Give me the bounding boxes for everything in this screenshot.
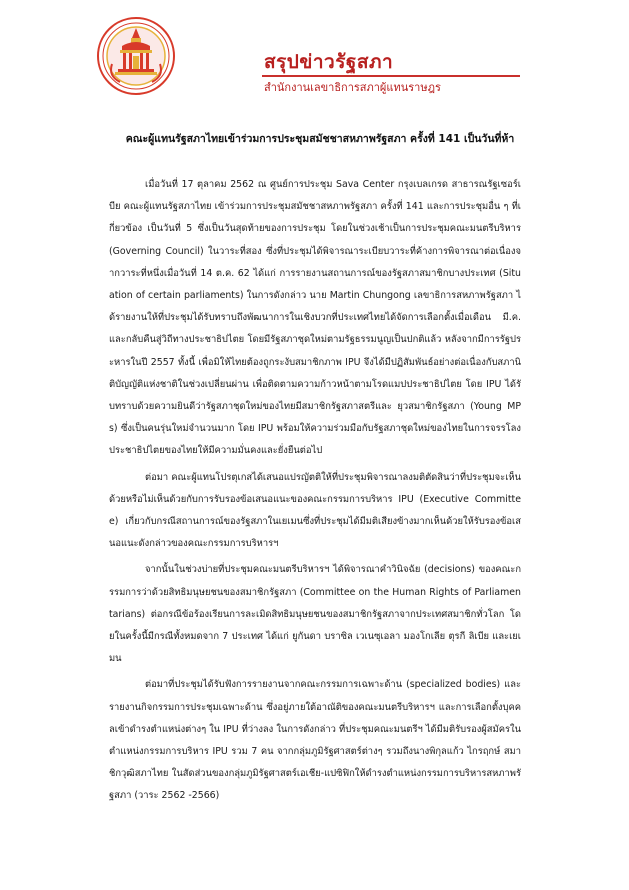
paragraph: เมื่อวันที่ 17 ตุลาคม 2562 ณ ศูนย์การประชุม Sava Center กรุงเบลเกรด สาธารณรัฐเซอร์เบีย คณะผู้แทนรัฐสภาไทย เข้าร่วมการประชุมสมัชชาสหภาพรัฐสภา ครั้งที่ 141 และการประชุมอื่น ๆ ที่เกี่ยวข้อง เป็นวันที่ 5 ซึ่งเป็นวันสุดท้ายของการประชุม โดยในช่วงเช้าเป็นการประชุมคณะมนตรีบริหาร (Governing Council) ในวาระที่สอง ซึ่งที่ประชุมได้พิจารณาระเบียบวาระที่ค้างการพิจารณาต่อเนื่องจากวาระที่หนึ่งเมื่อวันที่ 14 ต.ค. 62 ได้แก่ การรายงานสถานการณ์ของรัฐสภาสมาชิกบางประเทศ (Situation of certain parliaments) ในการดังกล่าว นาย Martin Chungong เลขาธิการสหภาพรัฐสภา ได้รายงานให้ที่ประชุมได้รับทราบถึงพัฒนาการในเชิงบวกที่ประเทศไทยได้จัดการเลือกตั้งเมื่อเดือน มี.ค. และกลับคืนสู่วิถีทางประชาธิปไตย โดยมีรัฐสภาชุดใหม่ตามรัฐธรรมนูญเป็นปกติแล้ว หลังจากมีการรัฐประหารในปี 2557 ทั้งนี้ เพื่อมิให้ไทยต้องถูกระงับสมาชิกภาพ IPU จึงได้มีปฏิสัมพันธ์อย่างต่อเนื่องกับสภานิติบัญญัติแห่งชาติในช่วงเปลี่ยนผ่าน เพื่อติดตามความก้าวหน้าตามโรดแมปประชาธิปไตย โดย IPU ได้รับทราบด้วยความยินดีว่ารัฐสภาชุดใหม่ของไทยมีสมาชิกรัฐสภาสตรีและ ยุวสมาชิกรัฐสภา (Young MPs) ซึ่งเป็นคนรุ่นใหม่จำนวนมาก โดย IPU พร้อมให้ความร่วมมือกับรัฐสภาชุดใหม่ของไทยในการจรรโลงประชาธิปไตยของไทยให้มีความมั่นคงและยั่งยืนต่อไป <box>109 179 521 457</box>
letterhead-title: สรุปข่าวรัฐสภา <box>264 51 394 73</box>
letterhead <box>96 14 536 98</box>
paragraph: ต่อมา คณะผู้แทนโปรตุเกสได้เสนอแปรญัตติให้ที่ประชุมพิจารณาลงมติตัดสินว่าที่ประชุมจะเห็นด้วยหรือไม่เห็นด้วยกับการรับรองข้อเสนอแนะของคณะกรรมการบริหาร IPU (Executive Committee) เกี่ยวกับกรณีสถานการณ์ของรัฐสภาในเยเมนซึ่งที่ประชุมได้มีมติเสียงข้างมากเห็นด้วยให้รับรองข้อเสนอแนะดังกล่าวของคณะกรรมการบริหารฯ <box>109 471 521 550</box>
paragraph: จากนั้นในช่วงบ่ายที่ประชุมคณะมนตรีบริหารฯ ได้พิจารณาคำวินิจฉัย (decisions) ของคณะกรรมการว่าด้วยสิทธิมนุษยชนของสมาชิกรัฐสภา (Committee on the Human Rights of Parliamentarians) ต่อกรณีข้อร้องเรียนการละเมิดสิทธิมนุษยชนของสมาชิกรัฐสภาจากประเทศสมาชิกทั่วโลก โดยในครั้งนี้มีกรณีทั้งหมดจาก 7 ประเทศ ได้แก่ ยูกันดา บราซิล เวเนซุเอลา มองโกเลีย ตุรกี ลิเบีย และเยเมน <box>109 564 521 665</box>
document-body <box>109 174 521 812</box>
document-title: คณะผู้แทนรัฐสภาไทยเข้าร่วมการประชุมสมัชชาสหภาพรัฐสภา ครั้งที่ 141 เป็นวันที่ห้า <box>125 133 515 145</box>
letterhead-divider <box>262 75 520 77</box>
letterhead-subtitle: สำนักงานเลขาธิการสภาผู้แทนราษฎร <box>264 81 441 94</box>
parliament-seal-icon <box>96 16 176 96</box>
paragraph: ต่อมาที่ประชุมได้รับฟังการรายงานจากคณะกรรมการเฉพาะด้าน (specialized bodies) และรายงานกิจกรรมการประชุมเฉพาะด้าน ซึ่งอยู่ภายใต้อาณัติของคณะมนตรีบริหารฯ และการเลือกตั้งบุคคลเข้าดำรงตำแหน่งต่างๆ ใน IPU ที่ว่างลง ในการดังกล่าว ที่ประชุมคณะมนตรีฯ ได้มีมติรับรองผู้สมัครในตำแหน่งกรรมการบริหาร IPU รวม 7 คน จากกลุ่มภูมิรัฐศาสตร์ต่างๆ รวมถึงนางพิกุลแก้ว ไกรฤกษ์ สมาชิกวุฒิสภาไทย ในสัดส่วนของกลุ่มภูมิรัฐศาสตร์เอเชีย-แปซิฟิกให้ดำรงตำแหน่งกรรมการบริหารสหภาพรัฐสภา (วาระ 2562 -2566) <box>109 679 521 802</box>
